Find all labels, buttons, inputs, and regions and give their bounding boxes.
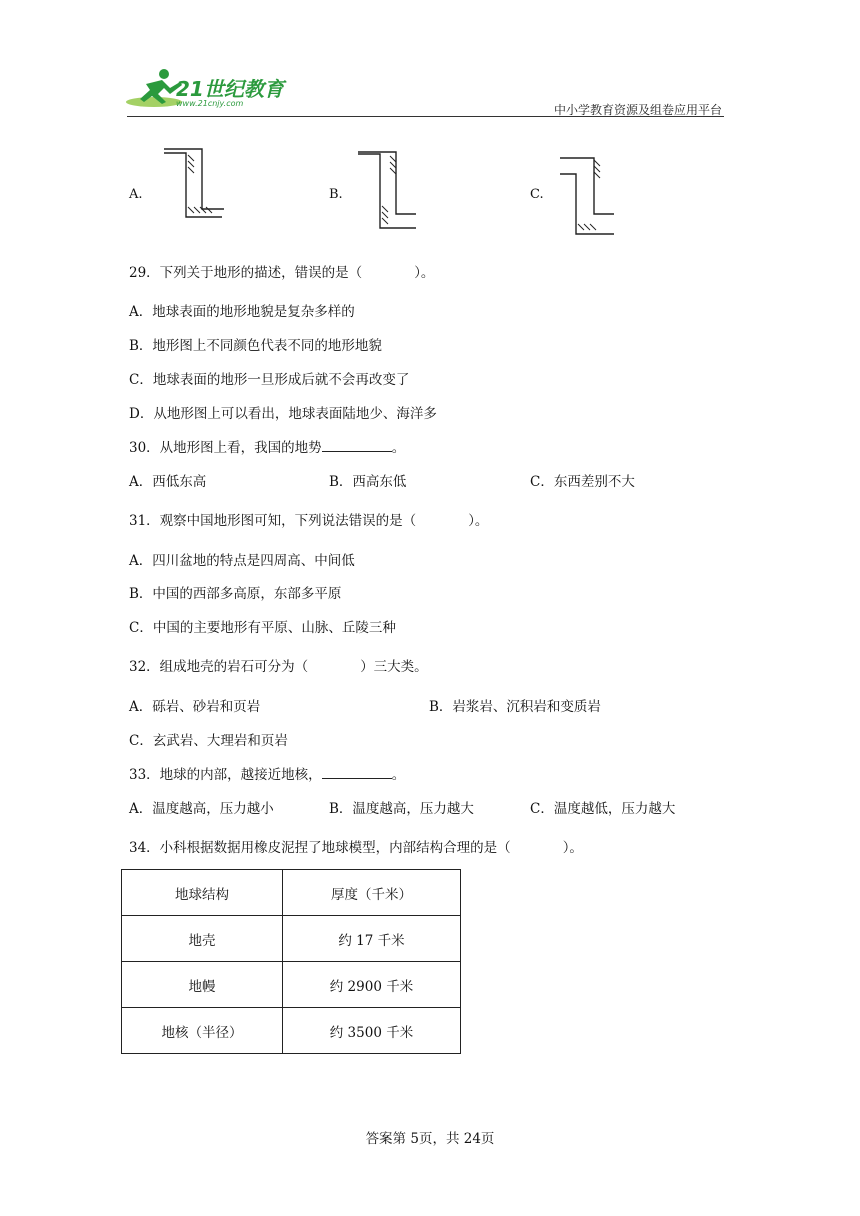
figure-option-a-label: A. <box>129 187 143 202</box>
question-29: 29．下列关于地形的描述，错误的是（ ）。 <box>129 265 435 281</box>
table-header-cell: 厚度（千米） <box>283 870 461 916</box>
answer-blank <box>322 439 392 452</box>
question-33: 33．地球的内部，越接近地核， 。 <box>129 767 406 783</box>
q31-option-c: C．中国的主要地形有平原、山脉、丘陵三种 <box>129 620 396 636</box>
logo-text: 21世纪教育 <box>176 77 284 101</box>
q29-option-b: B．地形图上不同颜色代表不同的地形地貌 <box>129 338 382 354</box>
q33-option-a: A．温度越高，压力越小 <box>129 801 274 817</box>
q29-option-c: C．地球表面的地形一旦形成后就不会再改变了 <box>129 372 410 388</box>
q33-option-c: C．温度越低，压力越大 <box>530 801 676 817</box>
table-cell: 地幔 <box>122 962 283 1008</box>
figure-option-b-label: B. <box>329 187 343 202</box>
q32-option-a: A．砾岩、砂岩和页岩 <box>129 699 261 715</box>
question-32: 32．组成地壳的岩石可分为（ ）三大类。 <box>129 659 428 675</box>
answer-blank <box>322 766 392 779</box>
figure-option-c <box>558 154 628 240</box>
page-footer: 答案第 5页，共 24页 <box>365 1131 495 1147</box>
logo-url: www.21cnjy.com <box>176 99 244 108</box>
q32-option-b: B．岩浆岩、沉积岩和变质岩 <box>429 699 601 715</box>
site-name: 中小学教育资源及组卷应用平台 <box>553 103 722 117</box>
table-row <box>122 916 461 962</box>
q30-option-a: A．西低东高 <box>129 474 207 490</box>
earth-structure-table <box>121 869 461 1054</box>
q31-option-a: A．四川盆地的特点是四周高、中间低 <box>129 553 355 569</box>
figure-option-c-label: C. <box>530 187 544 202</box>
question-31: 31．观察中国地形图可知，下列说法错误的是（ ）。 <box>129 513 489 529</box>
q31-option-b: B．中国的西部多高原，东部多平原 <box>129 586 342 602</box>
table-row <box>122 962 461 1008</box>
table-cell: 约 17 千米 <box>283 916 461 962</box>
q32-option-c: C．玄武岩、大理岩和页岩 <box>129 733 288 749</box>
header-divider <box>127 116 724 117</box>
figure-option-b <box>356 150 426 240</box>
q30-option-b: B．西高东低 <box>329 474 407 490</box>
table-header-row <box>122 870 461 916</box>
q29-option-a: A．地球表面的地形地貌是复杂多样的 <box>129 304 355 320</box>
question-30: 30．从地形图上看，我国的地势 。 <box>129 440 406 456</box>
q29-option-d: D．从地形图上可以看出，地球表面陆地少、海洋多 <box>129 406 437 422</box>
table-cell: 地核（半径） <box>122 1008 283 1054</box>
table-cell: 约 2900 千米 <box>283 962 461 1008</box>
table-cell: 约 3500 千米 <box>283 1008 461 1054</box>
table-header-cell: 地球结构 <box>122 870 283 916</box>
q30-option-c: C．东西差别不大 <box>530 474 635 490</box>
figure-option-a <box>162 147 232 237</box>
question-34: 34．小科根据数据用橡皮泥捏了地球模型，内部结构合理的是（ ）。 <box>129 840 583 856</box>
table-row <box>122 1008 461 1054</box>
table-cell: 地壳 <box>122 916 283 962</box>
q33-option-b: B．温度越高，压力越大 <box>329 801 474 817</box>
